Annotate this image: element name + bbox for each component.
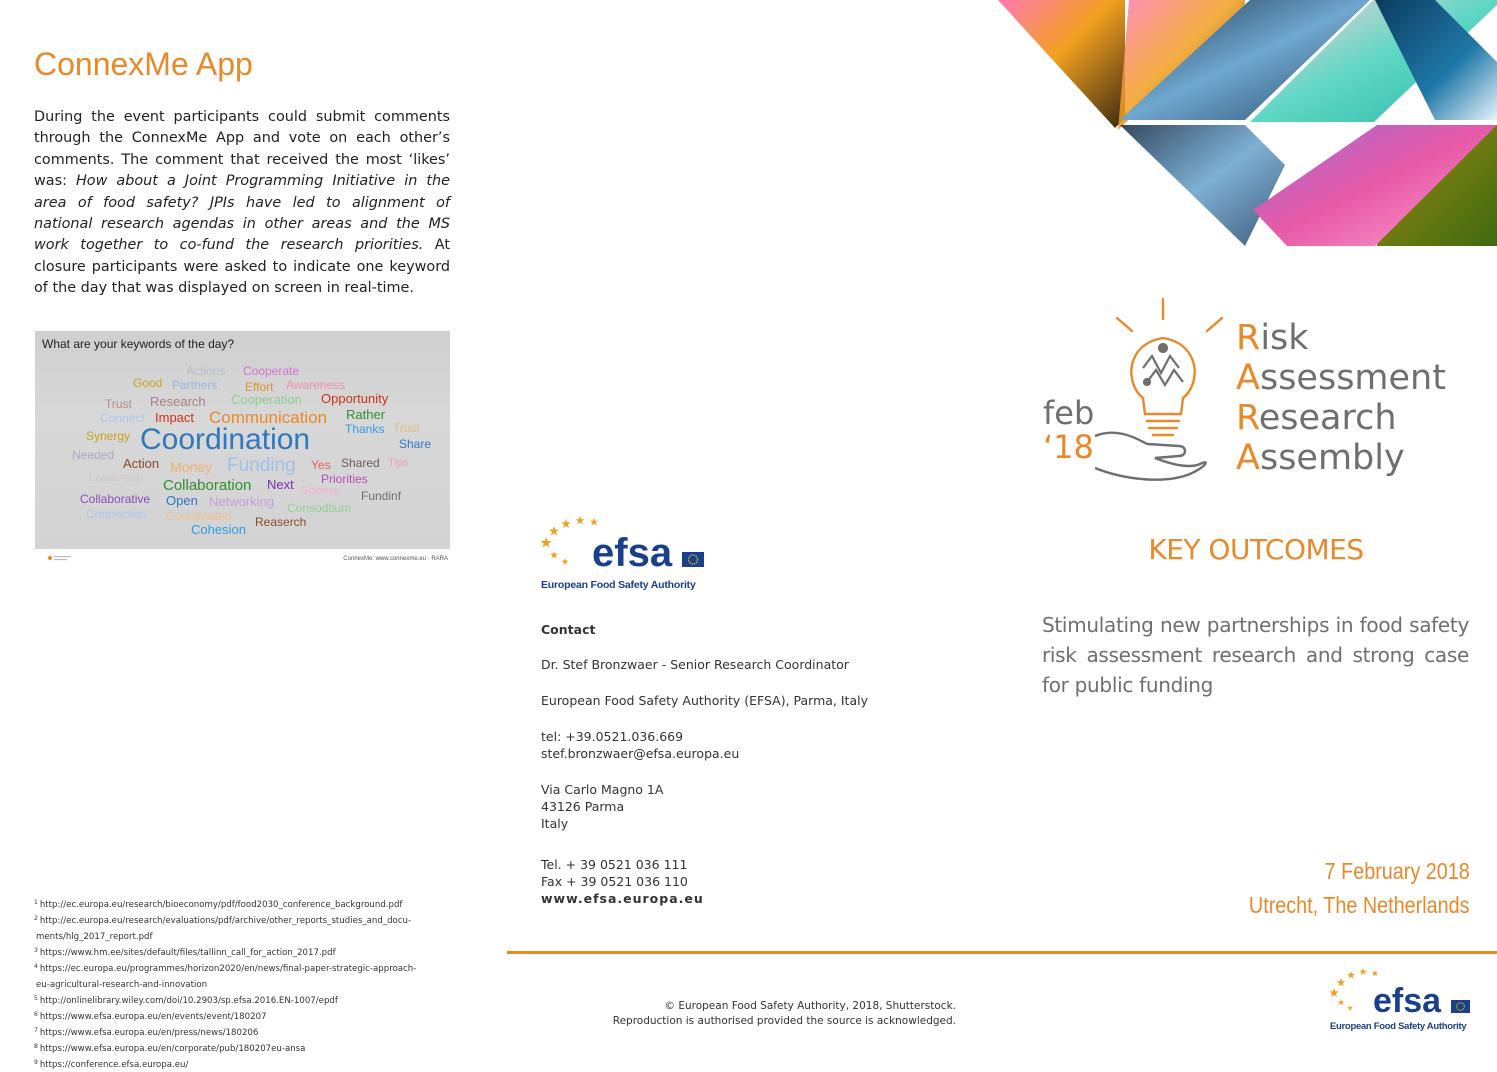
contact-person: Dr. Stef Bronzwaer - Senior Research Coordinator <box>541 657 849 672</box>
wordcloud-word: Consodtium <box>287 501 352 515</box>
wordcloud-word: Connect <box>100 411 145 425</box>
key-outcomes-heading: KEY OUTCOMES <box>1148 533 1364 566</box>
efsa-logo-word: efsa <box>592 531 673 575</box>
efsa-website-link[interactable]: www.efsa.europa.eu <box>541 891 704 906</box>
wordcloud-word: Coordination <box>140 423 311 456</box>
wordcloud-word: Thanks <box>345 422 385 436</box>
intro-paragraph <box>34 107 450 300</box>
wordcloud-word: Collaborative <box>80 492 151 506</box>
wordcloud-word: Coordinated <box>166 509 232 523</box>
wordcloud-word: Share <box>399 437 432 451</box>
footnotes <box>34 896 444 1072</box>
wordcloud-word: Cooperate <box>243 364 300 378</box>
wordcloud-word: Impact <box>155 410 195 425</box>
footnote: $^6$ https://www.efsa.europa.eu/en/events/event/180207 <box>34 1011 267 1022</box>
wordcloud-word: Rather <box>346 407 386 422</box>
wordcloud-word: Yes <box>311 458 331 472</box>
wordcloud-word: Open <box>166 493 198 508</box>
eu-flag-icon <box>682 552 704 567</box>
contact-tel: tel: +39.0521.036.669 <box>541 729 684 744</box>
footnote: eu-agricultural-research-and-innovation <box>36 980 208 990</box>
lightbulb-icon <box>1117 299 1222 435</box>
contact-city: 43126 Parma <box>541 799 625 814</box>
event-date: 7 February 2018 <box>1324 858 1470 884</box>
wordcloud-word: Action <box>123 456 160 471</box>
wordcloud-word: Reaserch <box>255 515 307 529</box>
wordcloud-word: Money <box>170 459 213 475</box>
intro-text-1: During the event participants could submit comments through the ConnexMe App and vote on each other’s comments. The comment that received the most ‘likes’ was: <box>34 109 450 190</box>
wordcloud-word: Opportunity <box>321 391 389 406</box>
wordcloud-question: What are your keywords of the day? <box>42 337 235 351</box>
wordcloud-footer <box>35 553 450 565</box>
eu-flag-icon <box>1451 1000 1470 1013</box>
wordcloud-word: Needed <box>72 448 115 462</box>
wordcloud-word: Networking <box>209 494 275 509</box>
contact-heading: Contact <box>541 622 596 637</box>
footnote: $^9$ https://conference.efsa.europa.eu/ <box>34 1059 189 1070</box>
contact-fax: Fax + 39 0521 036 110 <box>541 874 688 889</box>
wordcloud-word: Good <box>133 376 163 390</box>
connexme-logo-icon <box>47 553 73 563</box>
wordcloud-word: Collaboration <box>163 477 252 494</box>
wordcloud-word: Shared <box>341 456 380 470</box>
footnote: $^3$ https://www.hm.ee/sites/default/files/tallinn_call_for_action_2017.pdf <box>34 947 336 958</box>
wordcloud-word: Cooperation <box>231 392 302 407</box>
wordcloud-word: Communication <box>209 408 328 427</box>
wordcloud-word: Funding <box>227 455 296 476</box>
efsa-logo-footer-caption: European Food Safety Authority <box>1330 1021 1467 1032</box>
wordcloud-word: Synergy <box>86 429 131 443</box>
intro-quote: How about a Joint Programming Initiative in the area of food safety? JPIs have led to alignment of national research agendas in other areas and the MS work together to co-fund the research priorities. <box>34 173 450 254</box>
wordcloud-word: Awareness <box>286 378 346 392</box>
wordcloud-word: Trust <box>393 421 420 435</box>
wordcloud-word: Science <box>301 485 341 497</box>
contact-street: Via Carlo Magno 1A <box>541 782 664 797</box>
copyright-notice: © European Food Safety Authority, 2018, Shutterstock. Reproduction is authorised provided the source is acknowledged. <box>612 1000 956 1027</box>
wordcloud-credit: ConnexMe: www.connexme.eu · RARA <box>343 556 448 562</box>
footnote: ments/hlg_2017_report.pdf <box>36 932 153 942</box>
rara-title: Risk Assessment Research Assembly <box>1236 318 1446 478</box>
wordcloud-word: Trust <box>105 397 132 411</box>
network-icon <box>1143 344 1183 385</box>
contact-country: Italy <box>541 816 569 831</box>
efsa-stars-icon <box>541 516 599 565</box>
footer-divider <box>507 951 1497 954</box>
keyword-wordcloud <box>35 331 450 549</box>
wordcloud-word: Fundinf <box>361 489 402 503</box>
wordcloud-word: Partners <box>172 378 218 392</box>
efsa-logo-word: efsa <box>1373 982 1442 1020</box>
contact-email-link[interactable]: stef.bronzwaer@efsa.europa.eu <box>541 746 740 761</box>
wordcloud-word: Connection <box>86 507 147 521</box>
footnote: $^1$ http://ec.europa.eu/research/bioeconomy/pdf/food2030_conference_background.pdf <box>34 899 403 910</box>
efsa-logo-caption: European Food Safety Authority <box>541 579 696 591</box>
footnote: $^7$ https://www.efsa.europa.eu/en/press/news/180206 <box>34 1027 259 1038</box>
wordcloud-word: Next <box>267 477 294 492</box>
wordcloud-word: Cohesion <box>191 522 246 537</box>
contact-phone: Tel. + 39 0521 036 111 <box>541 857 688 872</box>
cover-image-mosaic <box>995 0 1497 246</box>
wordcloud-word: Tips <box>388 457 409 469</box>
wordcloud-word: Actions <box>186 364 226 378</box>
footnote: $^8$ https://www.efsa.europa.eu/en/corporate/pub/180207eu-ansa <box>34 1043 306 1054</box>
rara-lightbulb-logo <box>1095 296 1235 486</box>
wordcloud-word: Effort <box>245 380 274 394</box>
connexme-title: ConnexMe App <box>34 46 253 82</box>
wordcloud-word: Leadership <box>89 472 144 484</box>
hand-icon <box>1095 433 1206 480</box>
report-subtitle: Stimulating new partnerships in food safety risk assessment research and strong case for public funding <box>1042 613 1469 697</box>
intro-text-2: At closure participants were asked to indicate one keyword of the day that was displayed on screen in real-time. <box>34 237 450 297</box>
event-month-badge: feb ‘18 <box>1043 394 1095 466</box>
contact-organisation: European Food Safety Authority (EFSA), Parma, Italy <box>541 693 868 708</box>
footnote: $^2$ http://ec.europa.eu/research/evaluations/pdf/archive/other_reports_studies_and_docu- <box>34 915 412 926</box>
efsa-stars-icon <box>1329 968 1378 1011</box>
event-location: Utrecht, The Netherlands <box>1249 892 1470 918</box>
wordcloud-word: Research <box>150 394 206 409</box>
footnote: $^5$ http://onlinelibrary.wiley.com/doi/10.2903/sp.efsa.2016.EN-1007/epdf <box>34 995 338 1006</box>
footnote: $^4$ https://ec.europa.eu/programmes/horizon2020/en/news/final-paper-strategic-approach- <box>34 963 417 974</box>
wordcloud-word: Priorities <box>321 472 368 486</box>
